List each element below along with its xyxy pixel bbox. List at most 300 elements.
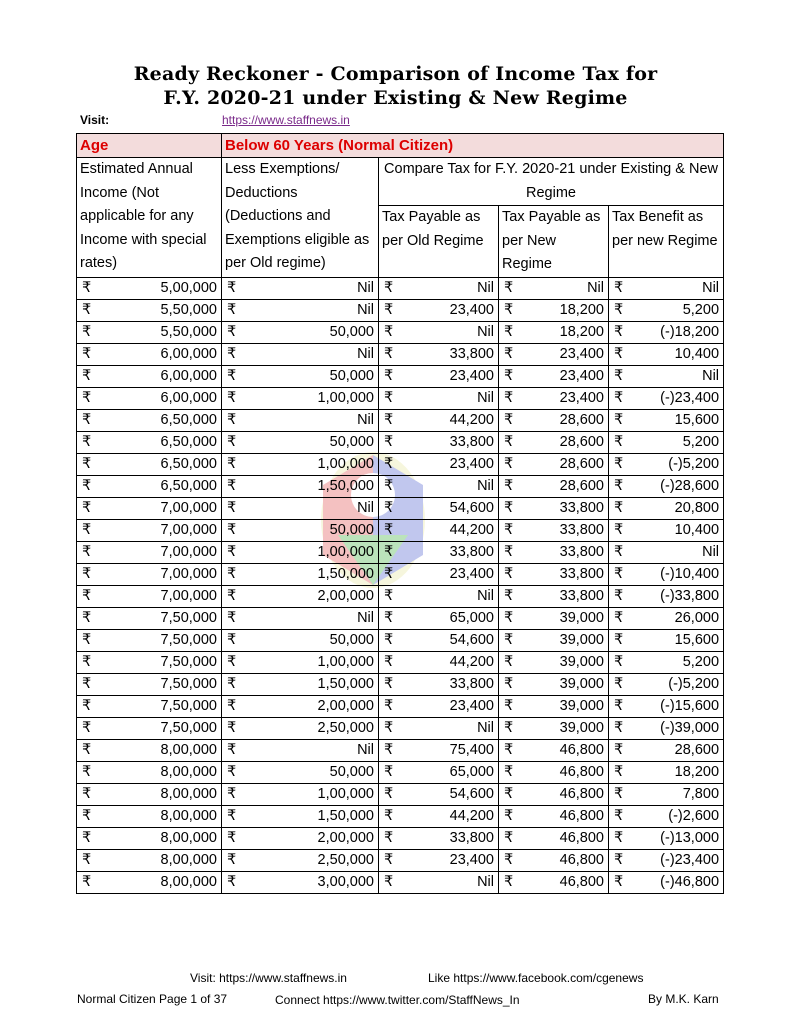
deduction-cell — [222, 519, 379, 541]
rupee-symbol: ₹ — [614, 345, 624, 362]
rupee-symbol: ₹ — [227, 279, 237, 296]
rupee-symbol: ₹ — [614, 829, 624, 846]
rupee-symbol: ₹ — [82, 785, 92, 802]
rupee-symbol: ₹ — [504, 455, 514, 472]
benefit-cell — [609, 299, 724, 321]
old-tax-cell — [379, 805, 499, 827]
rupee-symbol: ₹ — [82, 741, 92, 758]
table-row — [77, 651, 724, 673]
benefit-value: (-)28,600 — [660, 477, 720, 494]
deduction-value: 50,000 — [329, 631, 374, 648]
rupee-symbol: ₹ — [504, 873, 514, 890]
deduction-value: Nil — [357, 301, 374, 318]
new-tax-cell — [499, 871, 609, 893]
deduction-cell — [222, 717, 379, 739]
table-row — [77, 695, 724, 717]
rupee-symbol: ₹ — [384, 785, 394, 802]
rupee-symbol: ₹ — [504, 807, 514, 824]
new-tax-cell — [499, 519, 609, 541]
benefit-cell — [609, 541, 724, 563]
income-value: 6,00,000 — [160, 345, 217, 362]
rupee-symbol: ₹ — [614, 433, 624, 450]
rupee-symbol: ₹ — [82, 873, 92, 890]
benefit-value: 10,400 — [674, 345, 720, 362]
old-tax-value: 23,400 — [449, 697, 494, 714]
age-label: Age — [77, 134, 222, 158]
table-row — [77, 805, 724, 827]
rupee-symbol: ₹ — [384, 345, 394, 362]
benefit-cell — [609, 629, 724, 651]
old-tax-value: Nil — [477, 323, 494, 340]
table-row — [77, 387, 724, 409]
rupee-symbol: ₹ — [384, 301, 394, 318]
rupee-symbol: ₹ — [227, 675, 237, 692]
benefit-value: 26,000 — [674, 609, 720, 626]
old-tax-value: 54,600 — [449, 631, 494, 648]
old-tax-value: 33,800 — [449, 433, 494, 450]
deduction-cell — [222, 299, 379, 321]
deduction-value: Nil — [357, 411, 374, 428]
old-tax-cell — [379, 607, 499, 629]
new-tax-cell — [499, 739, 609, 761]
deduction-cell — [222, 387, 379, 409]
benefit-cell — [609, 739, 724, 761]
benefit-value: Nil — [702, 279, 720, 296]
new-tax-value: 39,000 — [559, 719, 604, 736]
deduction-cell — [222, 343, 379, 365]
rupee-symbol: ₹ — [82, 521, 92, 538]
rupee-symbol: ₹ — [504, 279, 514, 296]
rupee-symbol: ₹ — [614, 807, 624, 824]
rupee-symbol: ₹ — [82, 543, 92, 560]
new-tax-value: 33,800 — [559, 543, 604, 560]
old-tax-value: 23,400 — [449, 455, 494, 472]
old-tax-value: 33,800 — [449, 675, 494, 692]
rupee-symbol: ₹ — [82, 719, 92, 736]
deduction-cell — [222, 629, 379, 651]
old-tax-header: Tax Payable as per Old Regime — [379, 206, 499, 278]
table-row — [77, 585, 724, 607]
income-cell — [77, 739, 222, 761]
new-tax-value: 46,800 — [559, 829, 604, 846]
income-value: 6,50,000 — [160, 433, 217, 450]
new-tax-value: 28,600 — [559, 477, 604, 494]
deduction-value: 1,00,000 — [317, 455, 374, 472]
benefit-cell — [609, 431, 724, 453]
rupee-symbol: ₹ — [504, 763, 514, 780]
table-row — [77, 607, 724, 629]
rupee-symbol: ₹ — [504, 697, 514, 714]
rupee-symbol: ₹ — [504, 411, 514, 428]
rupee-symbol: ₹ — [82, 587, 92, 604]
new-tax-value: 28,600 — [559, 411, 604, 428]
rupee-symbol: ₹ — [82, 433, 92, 450]
deduction-cell — [222, 695, 379, 717]
income-value: 7,50,000 — [160, 719, 217, 736]
rupee-symbol: ₹ — [504, 719, 514, 736]
rupee-symbol: ₹ — [82, 499, 92, 516]
benefit-cell — [609, 805, 724, 827]
table-row — [77, 717, 724, 739]
rupee-symbol: ₹ — [82, 279, 92, 296]
old-tax-cell — [379, 629, 499, 651]
rupee-symbol: ₹ — [227, 477, 237, 494]
table-row — [77, 783, 724, 805]
table-row — [77, 673, 724, 695]
benefit-value: 20,800 — [674, 499, 720, 516]
income-value: 7,00,000 — [160, 543, 217, 560]
benefit-cell — [609, 673, 724, 695]
old-tax-cell — [379, 849, 499, 871]
new-tax-value: 23,400 — [559, 345, 604, 362]
benefit-value: 15,600 — [674, 411, 720, 428]
rupee-symbol: ₹ — [614, 631, 624, 648]
deduction-cell — [222, 431, 379, 453]
benefit-cell — [609, 607, 724, 629]
table-row — [77, 453, 724, 475]
deduction-cell — [222, 365, 379, 387]
rupee-symbol: ₹ — [82, 389, 92, 406]
old-tax-value: 44,200 — [449, 521, 494, 538]
new-tax-value: Nil — [587, 279, 604, 296]
deduction-value: 1,50,000 — [317, 477, 374, 494]
income-cell — [77, 541, 222, 563]
income-value: 8,00,000 — [160, 763, 217, 780]
rupee-symbol: ₹ — [384, 543, 394, 560]
income-value: 7,00,000 — [160, 587, 217, 604]
benefit-header: Tax Benefit as per new Regime — [609, 206, 724, 278]
deduction-cell — [222, 673, 379, 695]
rupee-symbol: ₹ — [614, 675, 624, 692]
income-cell — [77, 783, 222, 805]
old-tax-value: 33,800 — [449, 829, 494, 846]
table-row — [77, 541, 724, 563]
table-row — [77, 629, 724, 651]
rupee-symbol: ₹ — [384, 499, 394, 516]
header-row-1 — [77, 158, 724, 206]
rupee-symbol: ₹ — [384, 763, 394, 780]
old-tax-value: Nil — [477, 477, 494, 494]
income-value: 8,00,000 — [160, 851, 217, 868]
old-tax-cell — [379, 585, 499, 607]
rupee-symbol: ₹ — [614, 411, 624, 428]
income-value: 6,00,000 — [160, 367, 217, 384]
benefit-value: 28,600 — [674, 741, 720, 758]
rupee-symbol: ₹ — [82, 323, 92, 340]
footer-connect: Connect https://www.twitter.com/StaffNews_In — [275, 993, 520, 1007]
deduction-cell — [222, 761, 379, 783]
rupee-symbol: ₹ — [384, 279, 394, 296]
benefit-cell — [609, 783, 724, 805]
deduction-cell — [222, 607, 379, 629]
deduction-value: 1,50,000 — [317, 675, 374, 692]
benefit-cell — [609, 343, 724, 365]
rupee-symbol: ₹ — [384, 631, 394, 648]
benefit-value: (-)15,600 — [660, 697, 720, 714]
old-tax-cell — [379, 277, 499, 299]
new-tax-cell — [499, 343, 609, 365]
new-tax-value: 39,000 — [559, 653, 604, 670]
benefit-value: (-)10,400 — [660, 565, 720, 582]
old-tax-value: 23,400 — [449, 301, 494, 318]
new-tax-value: 39,000 — [559, 631, 604, 648]
income-value: 7,00,000 — [160, 565, 217, 582]
old-tax-value: 75,400 — [449, 741, 494, 758]
benefit-value: 5,200 — [682, 301, 720, 318]
deduction-cell — [222, 849, 379, 871]
old-tax-cell — [379, 453, 499, 475]
new-tax-value: 18,200 — [559, 323, 604, 340]
rupee-symbol: ₹ — [384, 477, 394, 494]
rupee-symbol: ₹ — [82, 829, 92, 846]
rupee-symbol: ₹ — [227, 565, 237, 582]
rupee-symbol: ₹ — [504, 829, 514, 846]
rupee-symbol: ₹ — [614, 741, 624, 758]
benefit-cell — [609, 563, 724, 585]
deduction-value: 2,00,000 — [317, 587, 374, 604]
income-cell — [77, 629, 222, 651]
benefit-value: 5,200 — [682, 433, 720, 450]
rupee-symbol: ₹ — [614, 719, 624, 736]
new-tax-cell — [499, 563, 609, 585]
benefit-cell — [609, 365, 724, 387]
income-value: 5,50,000 — [160, 323, 217, 340]
rupee-symbol: ₹ — [227, 763, 237, 780]
rupee-symbol: ₹ — [504, 675, 514, 692]
benefit-cell — [609, 321, 724, 343]
deduction-value: 2,50,000 — [317, 719, 374, 736]
rupee-symbol: ₹ — [614, 389, 624, 406]
rupee-symbol: ₹ — [504, 587, 514, 604]
benefit-value: (-)46,800 — [660, 873, 720, 890]
rupee-symbol: ₹ — [227, 609, 237, 626]
rupee-symbol: ₹ — [82, 345, 92, 362]
income-cell — [77, 827, 222, 849]
visit-link[interactable]: https://www.staffnews.in — [222, 113, 350, 127]
old-tax-value: 23,400 — [449, 851, 494, 868]
table-row — [77, 871, 724, 893]
page-title-line-2: F.Y. 2020-21 under Existing & New Regime — [163, 87, 628, 109]
benefit-cell — [609, 585, 724, 607]
old-tax-value: Nil — [477, 389, 494, 406]
old-tax-cell — [379, 321, 499, 343]
rupee-symbol: ₹ — [227, 807, 237, 824]
rupee-symbol: ₹ — [384, 367, 394, 384]
deduction-value: 50,000 — [329, 521, 374, 538]
deduction-cell — [222, 409, 379, 431]
benefit-cell — [609, 695, 724, 717]
rupee-symbol: ₹ — [227, 785, 237, 802]
rupee-symbol: ₹ — [614, 609, 624, 626]
rupee-symbol: ₹ — [614, 565, 624, 582]
benefit-cell — [609, 717, 724, 739]
income-value: 7,00,000 — [160, 521, 217, 538]
deduction-value: 1,50,000 — [317, 807, 374, 824]
rupee-symbol: ₹ — [227, 829, 237, 846]
benefit-value: (-)23,400 — [660, 389, 720, 406]
rupee-symbol: ₹ — [384, 433, 394, 450]
rupee-symbol: ₹ — [227, 587, 237, 604]
income-value: 7,50,000 — [160, 675, 217, 692]
old-tax-cell — [379, 673, 499, 695]
table-row — [77, 849, 724, 871]
rupee-symbol: ₹ — [384, 719, 394, 736]
new-tax-cell — [499, 827, 609, 849]
income-cell — [77, 321, 222, 343]
rupee-symbol: ₹ — [384, 565, 394, 582]
old-tax-cell — [379, 717, 499, 739]
deduction-value: Nil — [357, 609, 374, 626]
deduction-cell — [222, 783, 379, 805]
benefit-cell — [609, 871, 724, 893]
deduction-value: 2,00,000 — [317, 829, 374, 846]
rupee-symbol: ₹ — [82, 653, 92, 670]
rupee-symbol: ₹ — [227, 543, 237, 560]
deduction-cell — [222, 497, 379, 519]
rupee-symbol: ₹ — [614, 301, 624, 318]
rupee-symbol: ₹ — [384, 323, 394, 340]
old-tax-cell — [379, 761, 499, 783]
rupee-symbol: ₹ — [227, 873, 237, 890]
deduction-value: 50,000 — [329, 323, 374, 340]
benefit-value: (-)13,000 — [660, 829, 720, 846]
old-tax-cell — [379, 519, 499, 541]
income-value: 7,50,000 — [160, 697, 217, 714]
rupee-symbol: ₹ — [82, 697, 92, 714]
old-tax-cell — [379, 563, 499, 585]
rupee-symbol: ₹ — [504, 851, 514, 868]
rupee-symbol: ₹ — [614, 499, 624, 516]
income-value: 5,50,000 — [160, 301, 217, 318]
rupee-symbol: ₹ — [82, 763, 92, 780]
income-header: Estimated Annual Income (Not applicable for any Income with special rates) — [77, 158, 222, 278]
table-row — [77, 739, 724, 761]
rupee-symbol: ₹ — [227, 323, 237, 340]
rupee-symbol: ₹ — [614, 697, 624, 714]
deduction-value: 3,00,000 — [317, 873, 374, 890]
income-value: 7,50,000 — [160, 609, 217, 626]
rupee-symbol: ₹ — [384, 609, 394, 626]
rupee-symbol: ₹ — [227, 367, 237, 384]
benefit-value: 7,800 — [682, 785, 720, 802]
income-cell — [77, 673, 222, 695]
new-tax-value: 28,600 — [559, 433, 604, 450]
new-tax-value: 33,800 — [559, 565, 604, 582]
rupee-symbol: ₹ — [504, 433, 514, 450]
benefit-value: (-)23,400 — [660, 851, 720, 868]
rupee-symbol: ₹ — [384, 389, 394, 406]
benefit-cell — [609, 409, 724, 431]
tax-comparison-table — [76, 133, 724, 894]
new-tax-cell — [499, 783, 609, 805]
new-tax-value: 33,800 — [559, 499, 604, 516]
income-cell — [77, 299, 222, 321]
old-tax-cell — [379, 827, 499, 849]
deductions-header: Less Exemptions/ Deductions (Deductions and Exemptions eligible as per Old regime) — [222, 158, 379, 278]
deduction-cell — [222, 871, 379, 893]
income-cell — [77, 365, 222, 387]
rupee-symbol: ₹ — [227, 345, 237, 362]
benefit-value: (-)5,200 — [668, 675, 720, 692]
new-tax-cell — [499, 607, 609, 629]
deduction-value: Nil — [357, 741, 374, 758]
rupee-symbol: ₹ — [504, 499, 514, 516]
rupee-symbol: ₹ — [614, 851, 624, 868]
rupee-symbol: ₹ — [384, 697, 394, 714]
old-tax-cell — [379, 783, 499, 805]
rupee-symbol: ₹ — [614, 763, 624, 780]
income-cell — [77, 409, 222, 431]
rupee-symbol: ₹ — [504, 389, 514, 406]
income-value: 7,00,000 — [160, 499, 217, 516]
new-tax-cell — [499, 761, 609, 783]
rupee-symbol: ₹ — [504, 367, 514, 384]
old-tax-cell — [379, 299, 499, 321]
new-tax-cell — [499, 475, 609, 497]
income-value: 7,50,000 — [160, 631, 217, 648]
old-tax-value: 44,200 — [449, 653, 494, 670]
income-cell — [77, 871, 222, 893]
new-tax-value: 46,800 — [559, 763, 604, 780]
new-tax-cell — [499, 695, 609, 717]
rupee-symbol: ₹ — [614, 543, 624, 560]
old-tax-cell — [379, 409, 499, 431]
rupee-symbol: ₹ — [227, 389, 237, 406]
income-value: 8,00,000 — [160, 829, 217, 846]
rupee-symbol: ₹ — [82, 301, 92, 318]
old-tax-value: Nil — [477, 587, 494, 604]
income-value: 7,50,000 — [160, 653, 217, 670]
new-tax-value: 46,800 — [559, 741, 604, 758]
rupee-symbol: ₹ — [504, 543, 514, 560]
rupee-symbol: ₹ — [227, 719, 237, 736]
deduction-value: Nil — [357, 345, 374, 362]
rupee-symbol: ₹ — [614, 521, 624, 538]
new-tax-cell — [499, 365, 609, 387]
deduction-value: 1,00,000 — [317, 653, 374, 670]
benefit-value: (-)39,000 — [660, 719, 720, 736]
deduction-value: 1,50,000 — [317, 565, 374, 582]
new-tax-cell — [499, 651, 609, 673]
deduction-value: 50,000 — [329, 763, 374, 780]
rupee-symbol: ₹ — [384, 741, 394, 758]
table-row — [77, 827, 724, 849]
old-tax-value: 44,200 — [449, 807, 494, 824]
rupee-symbol: ₹ — [504, 521, 514, 538]
new-tax-cell — [499, 629, 609, 651]
benefit-cell — [609, 849, 724, 871]
benefit-cell — [609, 387, 724, 409]
benefit-value: Nil — [702, 543, 720, 560]
old-tax-value: Nil — [477, 873, 494, 890]
rupee-symbol: ₹ — [82, 411, 92, 428]
rupee-symbol: ₹ — [614, 477, 624, 494]
rupee-symbol: ₹ — [384, 521, 394, 538]
page-title-line-1: Ready Reckoner - Comparison of Income Tax for — [133, 63, 658, 85]
deduction-value: 50,000 — [329, 367, 374, 384]
deduction-value: Nil — [357, 499, 374, 516]
new-tax-cell — [499, 387, 609, 409]
rupee-symbol: ₹ — [82, 851, 92, 868]
benefit-value: 18,200 — [674, 763, 720, 780]
rupee-symbol: ₹ — [614, 873, 624, 890]
old-tax-value: 65,000 — [449, 609, 494, 626]
new-tax-value: 33,800 — [559, 521, 604, 538]
rupee-symbol: ₹ — [227, 301, 237, 318]
old-tax-cell — [379, 497, 499, 519]
income-cell — [77, 651, 222, 673]
benefit-cell — [609, 475, 724, 497]
